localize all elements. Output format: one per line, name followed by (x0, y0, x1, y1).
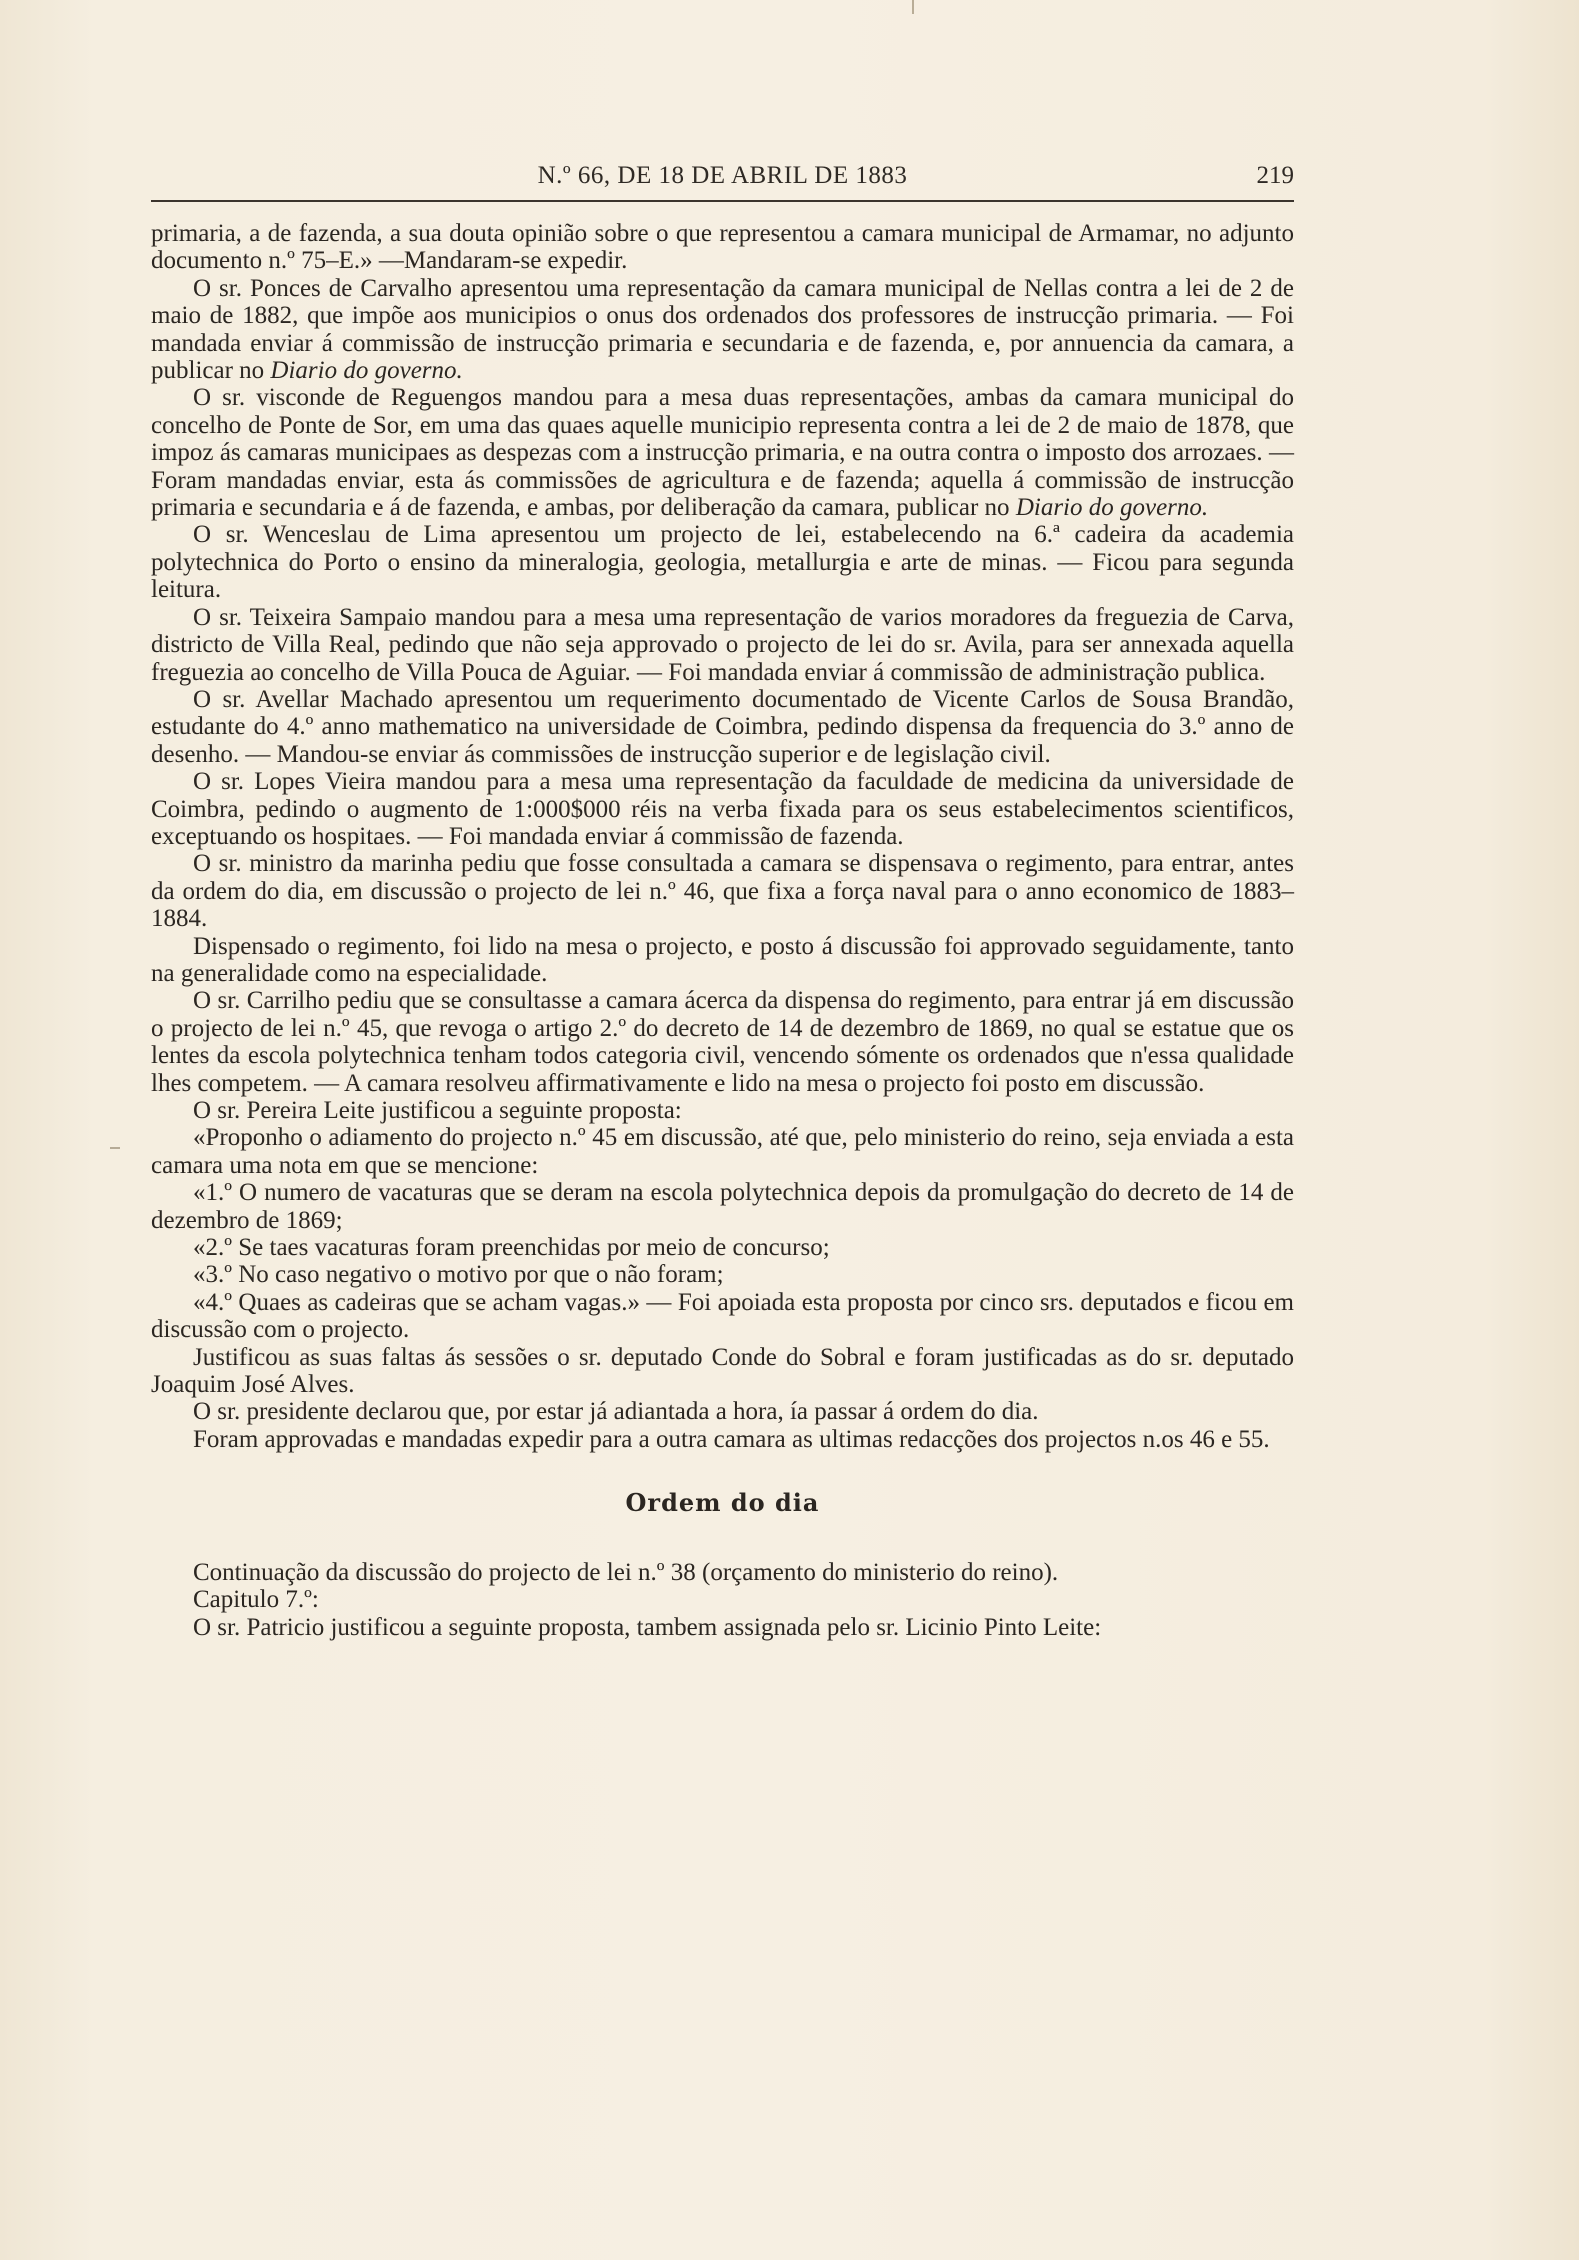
paragraph: «1.º O numero de vacaturas que se deram na escola polytechnica depois da promulgação do decreto de 14 de dezembro de 1869; (151, 1179, 1294, 1234)
paragraph-text: O sr. visconde de Reguengos mandou para a mesa duas representações, ambas da camara municipal do concelho de Ponte de Sor, em uma das quaes aquelle municipio representa contra a lei de 2 de maio de 1878, que impoz ás camaras municipaes as despezas com a instrucção primaria, e na outra contra o imposto dos arrozaes. — Foram mandadas enviar, esta ás commissões de agricultura e de fazenda; aquella á commissão de instrucção primaria e secundaria e á de fazenda, e ambas, por deliberação da camara, publicar no (151, 384, 1294, 522)
paragraph: O sr. Carrilho pediu que se consultasse a camara ácerca da dispensa do regimento, para entrar já em discussão o projecto de lei n.º 45, que revoga o artigo 2.º do decreto de 14 de dezembro de 1869, no qual se estatue que os lentes da escola polytechnica tenham todos categoria civil, vencendo sómente os ordenados que n'essa qualidade lhes competem. — A camara resolveu affirmativamente e lido na mesa o projecto foi posto em discussão. (151, 987, 1294, 1097)
paragraph: «2.º Se taes vacaturas foram preenchidas por meio de concurso; (193, 1234, 830, 1262)
paragraph: Capitulo 7.º: (193, 1586, 319, 1614)
paragraph: O sr. Avellar Machado apresentou um requerimento documentado de Vicente Carlos de Sousa Brandão, estudante do 4.º anno mathematico na universidade de Coimbra, pedindo dispensa da frequencia do 3.º anno de desenho. — Mandou-se enviar ás commissões de instrucção superior e de legislação civil. (151, 685, 1294, 768)
paragraph: O sr. Wenceslau de Lima apresentou um projecto de lei, estabelecendo na 6.ª cadeira da academia polytechnica do Porto o ensino da mineralogia, geologia, metallurgia e arte de minas. — Ficou para segunda leitura. (151, 521, 1294, 604)
page-header (151, 162, 1294, 202)
paragraph: O sr. Teixeira Sampaio mandou para a mesa uma representação de varios moradores da freguezia de Carva, districto de Villa Real, pedindo que não seja approvado o projecto de lei do sr. Avila, para ser annexada aquella freguezia ao concelho de Villa Pouca de Aguiar. — Foi mandada enviar á commissão de administração publica. (151, 603, 1294, 686)
paragraph: O sr. Lopes Vieira mandou para a mesa uma representação da faculdade de medicina da universidade de Coimbra, pedindo o augmento de 1:000$000 réis na verba fixada para os seus estabelecimentos scientificos, exceptuando os hospitaes. — Foi mandada enviar á commissão de fazenda. (151, 768, 1294, 850)
edge-mark (110, 1147, 120, 1149)
paragraph: «3.º No caso negativo o motivo por que o não foram; (193, 1261, 724, 1289)
paragraph: «4.º Quaes as cadeiras que se acham vagas.» — Foi apoiada esta proposta por cinco srs. deputados e ficou em discussão com o projecto. (151, 1288, 1294, 1344)
paragraph: Foram approvadas e mandadas expedir para a outra camara as ultimas redacções dos projectos n.os 46 e 55. (193, 1425, 1270, 1453)
paragraph: primaria, a de fazenda, a sua douta opinião sobre o que representou a camara municipal de Armamar, no adjunto documento n.º 75–E.» —Mandaram-se expedir. (151, 220, 1294, 275)
header-rule (151, 200, 1294, 202)
issue-title: N.º 66, DE 18 DE ABRIL DE 1883 (537, 162, 908, 189)
paragraph: O sr. Pereira Leite justificou a seguinte proposta: (193, 1097, 682, 1124)
paragraph: «Proponho o adiamento do projecto n.º 45 em discussão, até que, pelo ministerio do reino, seja enviada a esta camara uma nota em que se mencione: (151, 1124, 1294, 1179)
fold-mark (912, 0, 914, 14)
paragraph: Justificou as suas faltas ás sessões o sr. deputado Conde do Sobral e foram justificadas as do sr. deputado Joaquim José Alves. (151, 1343, 1294, 1399)
italic-reference: Diario do governo. (1015, 494, 1209, 522)
body-text (151, 220, 1294, 1641)
paragraph (151, 275, 1294, 385)
paragraph: O sr. ministro da marinha pediu que fosse consultada a camara se dispensava o regimento, para entrar, antes da ordem do dia, em discussão o projecto de lei n.º 46, que fixa a força naval para o anno economico de 1883–1884. (151, 850, 1294, 933)
section-title: Ordem do dia (625, 1488, 820, 1518)
paragraph: O sr. Patricio justificou a seguinte proposta, tambem assignada pelo sr. Licinio Pinto Leite: (193, 1613, 1102, 1641)
paragraph (151, 384, 1294, 521)
italic-reference: Diario do governo. (270, 357, 463, 385)
paragraph: Continuação da discussão do projecto de lei n.º 38 (orçamento do ministerio do reino). (193, 1558, 1059, 1586)
page-number: 219 (1256, 162, 1294, 189)
paragraph: Dispensado o regimento, foi lido na mesa o projecto, e posto á discussão foi approvado seguidamente, tanto na generalidade como na especialidade. (151, 932, 1294, 987)
paragraph: O sr. presidente declarou que, por estar já adiantada a hora, ía passar á ordem do dia. (193, 1398, 1039, 1426)
paragraph-text: O sr. Ponces de Carvalho apresentou uma representação da camara municipal de Nellas contra a lei de 2 de maio de 1882, que impõe aos municipios o onus dos ordenados dos professores de instrucção primaria. — Foi mandada enviar á commissão de instrucção primaria e secundaria e de fazenda, e, por annuencia da camara, a publicar no (151, 274, 1294, 385)
